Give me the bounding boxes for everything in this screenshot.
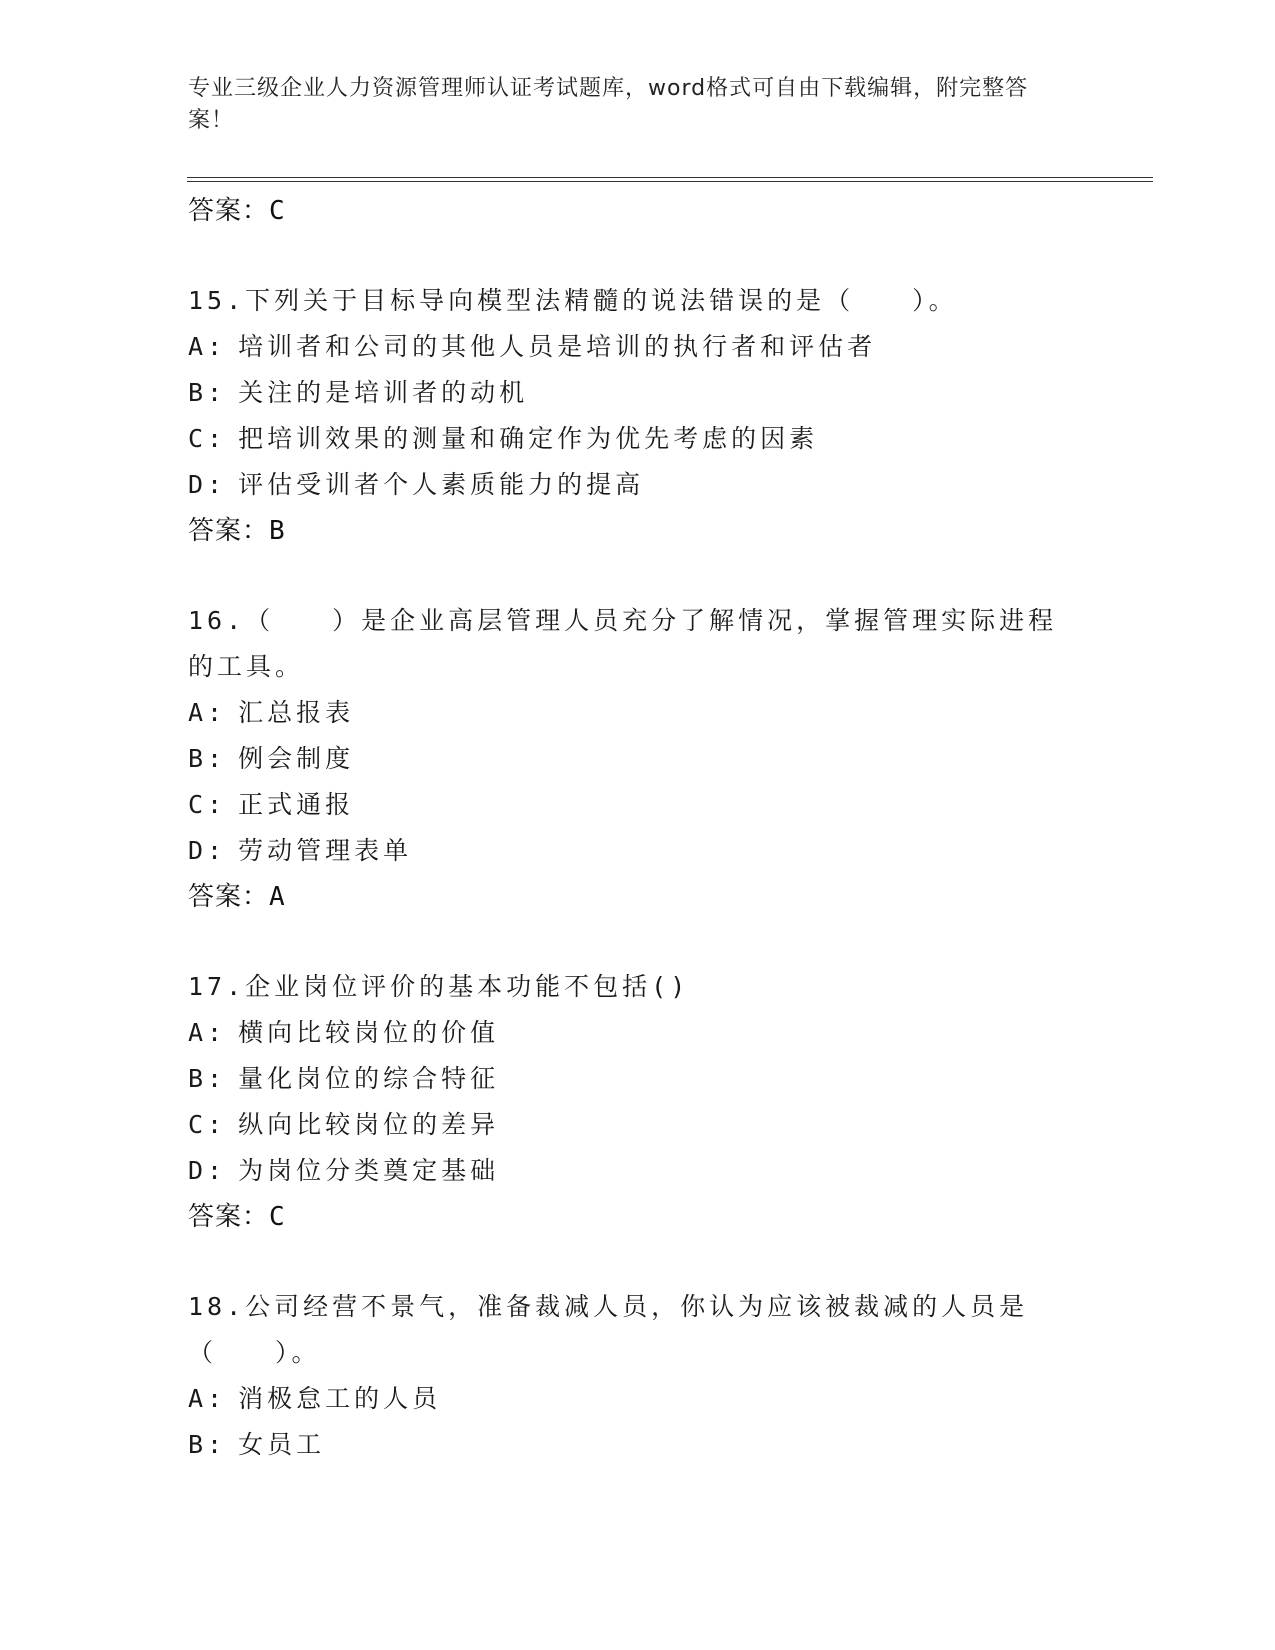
option-key: C: xyxy=(188,1110,227,1139)
question-list xyxy=(188,188,1088,1468)
option-text: 消极怠工的人员 xyxy=(238,1384,442,1413)
option-a xyxy=(188,1010,1088,1056)
option-d xyxy=(188,828,1088,874)
option-c xyxy=(188,1102,1088,1148)
question-number: 15. xyxy=(188,286,246,315)
option-key: B: xyxy=(188,1064,227,1093)
question-text: （ ）是企业高层管理人员充分了解情况，掌握管理实际进程的工具。 xyxy=(188,606,1058,681)
answer-value: B xyxy=(269,516,286,546)
answer-value: C xyxy=(269,196,286,226)
option-a xyxy=(188,690,1088,736)
question-number: 18. xyxy=(188,1292,246,1321)
question-text: 下列关于目标导向模型法精髓的说法错误的是（ ）。 xyxy=(245,286,958,315)
option-text: 纵向比较岗位的差异 xyxy=(238,1110,500,1139)
option-key: A: xyxy=(188,1018,227,1047)
option-text: 劳动管理表单 xyxy=(238,836,413,865)
question-block-17 xyxy=(188,964,1088,1240)
option-key: B: xyxy=(188,378,227,407)
question-text: 公司经营不景气，准备裁减人员，你认为应该被裁减的人员是（ ）。 xyxy=(188,1292,1029,1367)
option-c xyxy=(188,782,1088,828)
question-block-15 xyxy=(188,278,1088,554)
option-b xyxy=(188,1422,1088,1468)
question-stem xyxy=(188,278,1078,324)
answer-value: A xyxy=(269,882,286,912)
question-stem xyxy=(188,1284,1078,1376)
option-d xyxy=(188,1148,1088,1194)
option-key: B: xyxy=(188,1430,227,1459)
answer-line xyxy=(188,188,1088,234)
header-divider-bottom xyxy=(187,181,1153,182)
option-key: D: xyxy=(188,836,227,865)
answer-line xyxy=(188,508,1088,554)
option-text: 关注的是培训者的动机 xyxy=(238,378,529,407)
option-text: 横向比较岗位的价值 xyxy=(238,1018,500,1047)
option-key: C: xyxy=(188,424,227,453)
option-key: D: xyxy=(188,470,227,499)
option-key: A: xyxy=(188,1384,227,1413)
option-text: 培训者和公司的其他人员是培训的执行者和评估者 xyxy=(238,332,877,361)
option-c xyxy=(188,416,1088,462)
answer-label: 答案： xyxy=(188,1202,270,1232)
option-text: 评估受训者个人素质能力的提高 xyxy=(238,470,645,499)
option-key: A: xyxy=(188,332,227,361)
option-text: 为岗位分类奠定基础 xyxy=(238,1156,500,1185)
option-text: 女员工 xyxy=(238,1430,326,1459)
question-number: 17. xyxy=(188,972,246,1001)
answer-label: 答案： xyxy=(188,196,270,226)
option-text: 量化岗位的综合特征 xyxy=(238,1064,500,1093)
question-stem xyxy=(188,598,1078,690)
answer-value: C xyxy=(269,1202,286,1232)
option-d xyxy=(188,462,1088,508)
question-number: 16. xyxy=(188,606,246,635)
answer-line xyxy=(188,1194,1088,1240)
answer-label: 答案： xyxy=(188,882,270,912)
option-b xyxy=(188,736,1088,782)
option-key: B: xyxy=(188,744,227,773)
answer-label: 答案： xyxy=(188,516,270,546)
question-block-16 xyxy=(188,598,1088,920)
option-b xyxy=(188,370,1088,416)
option-text: 正式通报 xyxy=(238,790,355,819)
option-key: D: xyxy=(188,1156,227,1185)
question-text: 企业岗位评价的基本功能不包括() xyxy=(245,972,690,1001)
option-a xyxy=(188,1376,1088,1422)
answer-line xyxy=(188,874,1088,920)
option-text: 汇总报表 xyxy=(238,698,355,727)
option-text: 例会制度 xyxy=(238,744,355,773)
document-header: 专业三级企业人力资源管理师认证考试题库，word格式可自由下载编辑，附完整答案！ xyxy=(188,76,1029,133)
option-b xyxy=(188,1056,1088,1102)
option-key: A: xyxy=(188,698,227,727)
question-block-18 xyxy=(188,1284,1088,1468)
header-divider-top xyxy=(187,177,1153,178)
question-stem xyxy=(188,964,1078,1010)
option-a xyxy=(188,324,1088,370)
option-text: 把培训效果的测量和确定作为优先考虑的因素 xyxy=(238,424,819,453)
option-key: C: xyxy=(188,790,227,819)
